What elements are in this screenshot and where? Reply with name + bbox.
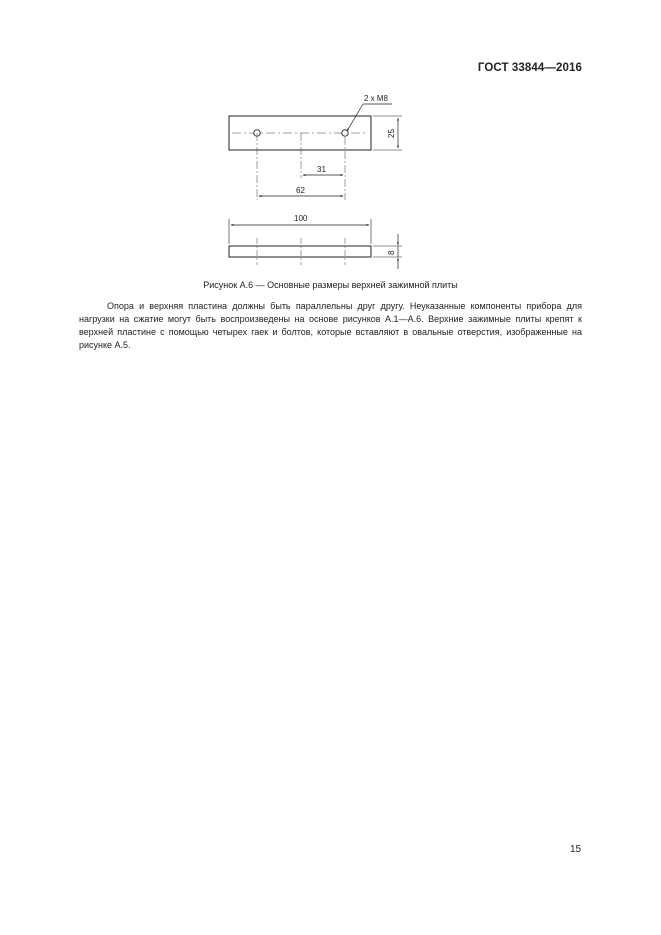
technical-drawing	[0, 0, 661, 280]
plate-side-view	[229, 246, 371, 257]
dim-length-value: 100	[294, 214, 308, 223]
document-standard-number: ГОСТ 33844—2016	[477, 62, 582, 74]
figure-caption: Рисунок А.6 — Основные размеры верхней зажимной плиты	[203, 280, 458, 290]
page-number: 15	[570, 844, 582, 855]
thread-label: 2 х М8	[364, 94, 389, 103]
dim-thickness-value: 8	[387, 250, 396, 255]
dim-height-value: 25	[387, 129, 396, 138]
dim-hole-spacing-value: 62	[296, 186, 305, 195]
body-paragraph: Опора и верхняя пластина должны быть параллельны друг другу. Неуказанные компоненты прибора для нагрузки на сжатие могут быть воспроизведены на основе рисунков А.1—А.6. Верхние зажимные плиты крепят к верхней пластине с помощью четырех гаек и болтов, которые вставляют в овальные отверстия, изображенные на рисунке А.5.	[79, 301, 582, 350]
dim-hole-offset-value: 31	[317, 165, 326, 174]
thread-leader	[347, 104, 363, 131]
